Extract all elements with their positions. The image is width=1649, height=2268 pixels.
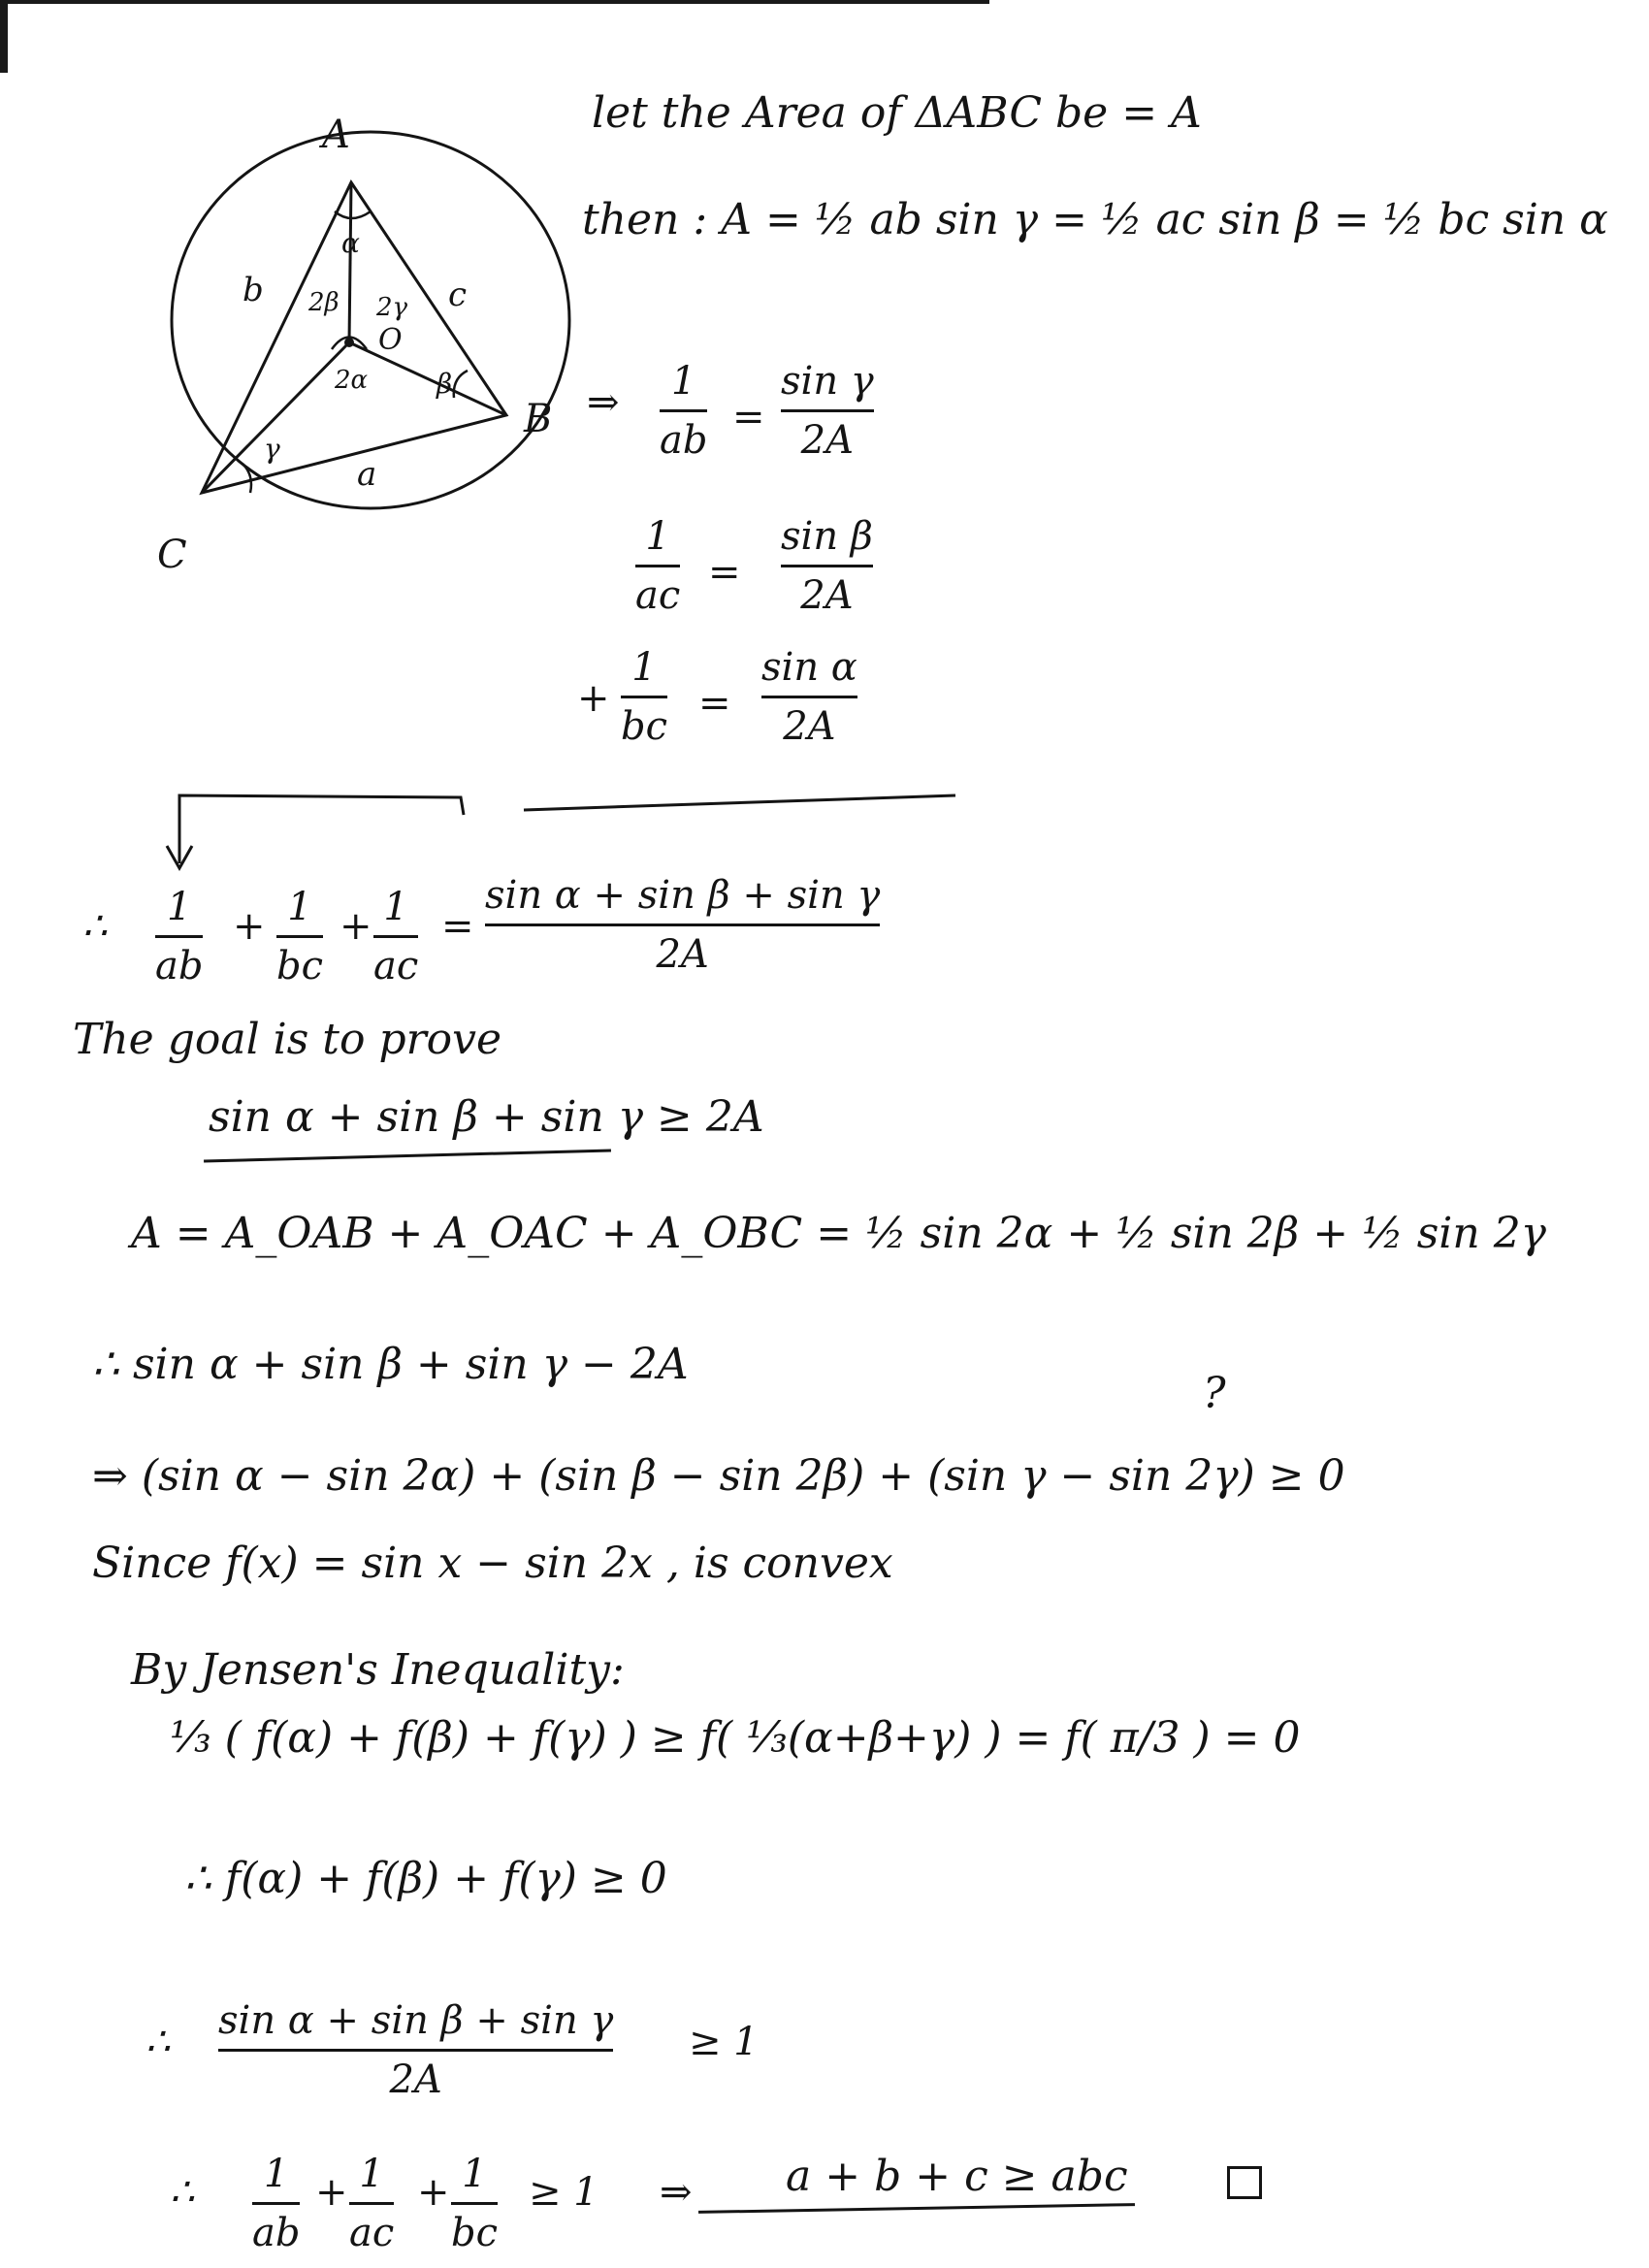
sum-sines-over-2a <box>485 873 880 977</box>
vertex-b-label: B <box>524 397 553 441</box>
implies-inequality: ⇒ (sin α − sin 2α) + (sin β − sin 2β) + (sin γ − sin 2γ) ≥ 0 <box>92 1451 1345 1501</box>
denominator: ac <box>349 2211 395 2255</box>
denominator: 2A <box>389 2057 442 2102</box>
final-rhs: ≥ 1 <box>529 2170 598 2215</box>
angle-2alpha-label: 2α <box>335 366 369 395</box>
angle-2beta-label: 2β <box>308 288 340 317</box>
angle-alpha-label: α <box>341 227 360 259</box>
therefore-expression: ∴ sin α + sin β + sin γ − 2A <box>92 1340 689 1389</box>
triangle-circle-diagram <box>146 107 592 592</box>
final-term-1-over-bc <box>451 2152 498 2255</box>
goal-statement: The goal is to prove <box>73 1015 502 1064</box>
fraction-1-over-ab <box>660 359 707 463</box>
plus-1: + <box>233 904 266 949</box>
plus-prefix: + <box>577 676 610 721</box>
equals-1: = <box>732 395 765 439</box>
fraction-1-over-ac <box>635 514 680 618</box>
denominator: bc <box>621 704 668 749</box>
scan-edge-top <box>0 0 989 4</box>
term-1-over-ac <box>373 885 418 988</box>
implies-symbol-1: ⇒ <box>587 380 620 425</box>
area-definition-line: let the Area of ΔABC be = A <box>592 88 1202 138</box>
jensen-expression: ⅓ ( f(α) + f(β) + f(γ) ) ≥ f( ⅓(α+β+γ) ) = f( π/3 ) = 0 <box>170 1713 1301 1763</box>
numerator: sin α + sin β + sin γ <box>218 1998 614 2043</box>
numerator: sin α <box>761 645 857 690</box>
angle-arc-alpha <box>335 211 371 218</box>
side-b-label: b <box>242 271 264 309</box>
center-dot <box>344 338 354 347</box>
numerator: 1 <box>462 2152 487 2196</box>
denominator: bc <box>276 944 324 988</box>
final-term-1-over-ab <box>252 2152 300 2255</box>
convexity-statement: Since f(x) = sin x − sin 2x , is convex <box>92 1539 893 1588</box>
therefore-symbol-1: ∴ <box>82 904 108 949</box>
denominator: 2A <box>656 932 709 977</box>
numerator: 1 <box>671 359 696 404</box>
numerator: 1 <box>383 885 408 929</box>
f-sum-inequality: ∴ f(α) + f(β) + f(γ) ≥ 0 <box>184 1854 667 1903</box>
denominator: 2A <box>783 704 836 749</box>
equals-3: = <box>698 681 731 726</box>
jensen-heading: By Jensen's Inequality: <box>131 1645 625 1695</box>
denominator: ab <box>252 2211 301 2255</box>
scan-edge-left <box>0 0 8 73</box>
final-conclusion: a + b + c ≥ abc <box>786 2152 1128 2201</box>
numerator: sin β <box>781 514 873 559</box>
angle-gamma-label: γ <box>264 433 280 465</box>
term-1-over-bc <box>276 885 323 988</box>
fraction-sin-beta-over-2a <box>781 514 873 618</box>
goal-underline <box>204 1150 611 1163</box>
angle-beta-label: β <box>436 368 453 400</box>
center-o-label: O <box>378 323 403 357</box>
side-a-label: a <box>357 455 377 494</box>
plus-3: + <box>315 2170 348 2215</box>
ratio-sines-over-2a <box>218 1998 613 2102</box>
vertex-c-label: C <box>157 533 187 577</box>
fraction-sin-alpha-over-2a <box>761 645 857 749</box>
vertex-a-label: A <box>322 113 350 157</box>
final-term-1-over-ac <box>349 2152 394 2255</box>
numerator: 1 <box>631 645 657 690</box>
numerator: 1 <box>359 2152 384 2196</box>
therefore-symbol-3: ∴ <box>170 2170 195 2215</box>
equals-4: = <box>441 904 474 949</box>
ratio-rhs: ≥ 1 <box>689 2020 759 2064</box>
side-c-label: c <box>448 275 468 314</box>
question-mark: ? <box>1203 1369 1226 1418</box>
therefore-symbol-2: ∴ <box>146 2020 171 2064</box>
summation-connector <box>155 776 970 883</box>
plus-4: + <box>417 2170 450 2215</box>
numerator: 1 <box>264 2152 289 2196</box>
goal-inequality: sin α + sin β + sin γ ≥ 2A <box>209 1092 764 1142</box>
numerator: 1 <box>287 885 312 929</box>
denominator: ac <box>635 573 681 618</box>
denominator: ab <box>155 944 204 988</box>
area-decomposition: A = A_OAB + A_OAC + A_OBC = ½ sin 2α + ½ sin 2β + ½ sin 2γ <box>131 1209 1546 1258</box>
equals-2: = <box>708 550 741 595</box>
numerator: sin γ <box>781 359 874 404</box>
qed-box <box>1227 2166 1262 2199</box>
numerator: 1 <box>167 885 192 929</box>
denominator: 2A <box>800 418 855 463</box>
implies-symbol-2: ⇒ <box>660 2170 693 2215</box>
radius-oc <box>202 342 349 493</box>
term-1-over-ab <box>155 885 203 988</box>
denominator: ac <box>373 944 419 988</box>
numerator: 1 <box>645 514 670 559</box>
denominator: bc <box>451 2211 499 2255</box>
fraction-sin-gamma-over-2a <box>781 359 874 463</box>
denominator: ab <box>660 418 708 463</box>
numerator: sin α + sin β + sin γ <box>485 873 881 918</box>
radius-oa <box>349 182 351 342</box>
conclusion-underline <box>698 2203 1135 2214</box>
plus-2: + <box>340 904 372 949</box>
angle-2gamma-label: 2γ <box>376 293 408 322</box>
circumcircle <box>172 132 569 508</box>
denominator: 2A <box>800 573 854 618</box>
fraction-1-over-bc <box>621 645 667 749</box>
area-formula-line: then : A = ½ ab sin γ = ½ ac sin β = ½ bc sin α <box>582 195 1608 244</box>
